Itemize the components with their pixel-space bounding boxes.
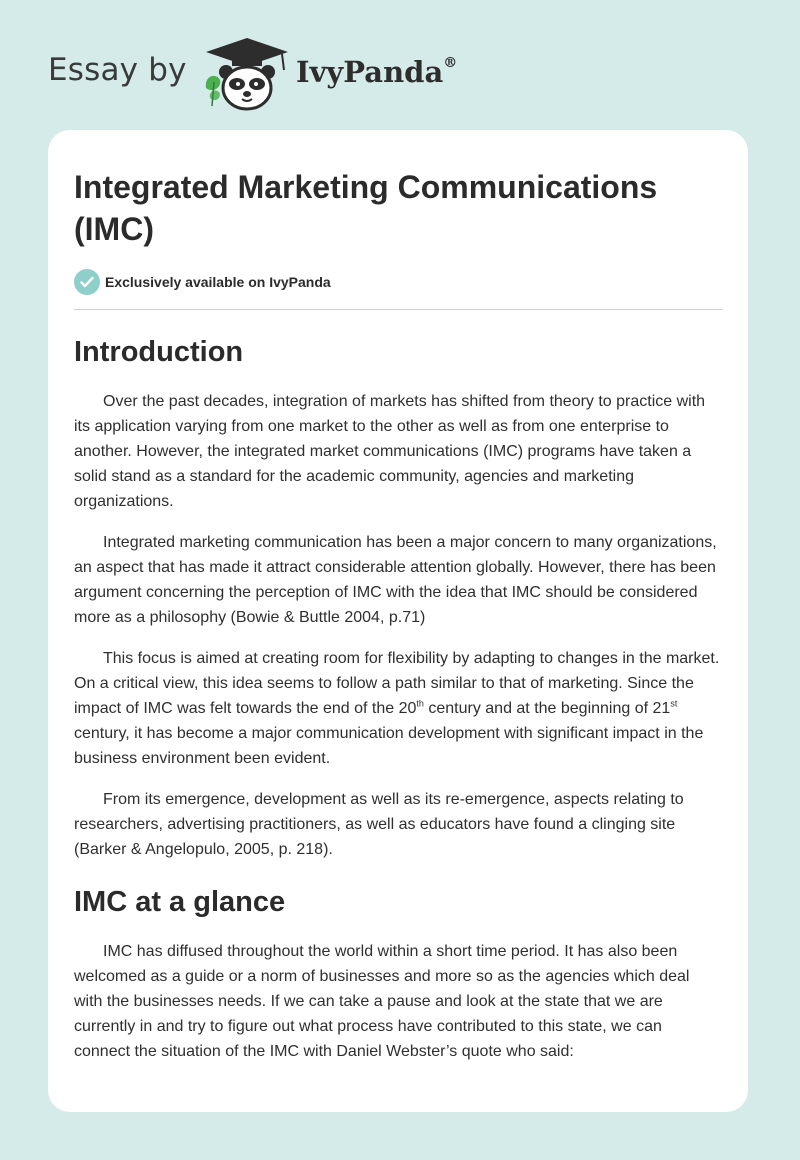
exclusive-label: Exclusively available on IvyPanda [105,274,331,290]
paragraph: This focus is aimed at creating room for flexibility by adapting to changes in the market. On a critical view, this idea seems to follow a path similar to that of marketing. Since the impact of IMC was felt towards the end of the 20th century and at the beginning of 21st century, it has become a major communication development with significant impact in the business environment been evident. [74,650,720,767]
section-heading: Introduction [74,336,244,368]
ivypanda-logo-icon[interactable] [202,36,292,112]
essay-by-label: Essay by [48,52,187,88]
brand-name[interactable]: IvyPanda® [296,55,458,89]
essay-title: Integrated Marketing Communications (IMC) [74,169,658,247]
site-header [48,36,508,108]
check-icon [74,269,100,295]
paragraph: IMC has diffused throughout the world within a short time period. It has also been welcomed as a guide or a norm of businesses and more so as the agencies which deal with the businesses needs. If we can take a pause and look at the state that we are currently in and try to figure out what process have contributed to this state, we can connect the situation of the IMC with Daniel Webster’s quote who said: [74,943,690,1060]
title-divider [74,309,722,310]
paragraph: Integrated marketing communication has been a major concern to many organizations, an aspect that has made it attract considerable attention globally. However, there has been argument concerning the perception of IMC with the idea that IMC should be considered more as a philosophy (Bowie & Buttle 2004, p.71) [74,534,717,626]
essay-card [48,130,748,1112]
section-heading: IMC at a glance [74,886,286,918]
exclusive-badge [74,268,722,296]
registered-mark: ® [443,55,458,72]
paragraph: From its emergence, development as well as its re-emergence, aspects relating to researchers, advertising practitioners, as well as educators have found a clinging site (Barker & Angelopulo, 2005, p. 218). [74,791,684,858]
paragraph: Over the past decades, integration of markets has shifted from theory to practice with its application varying from one market to the other as well as from one enterprise to another. However, the integrated market communications (IMC) programs have taken a solid stand as a standard for the academic community, agencies and marketing organizations. [74,393,706,510]
